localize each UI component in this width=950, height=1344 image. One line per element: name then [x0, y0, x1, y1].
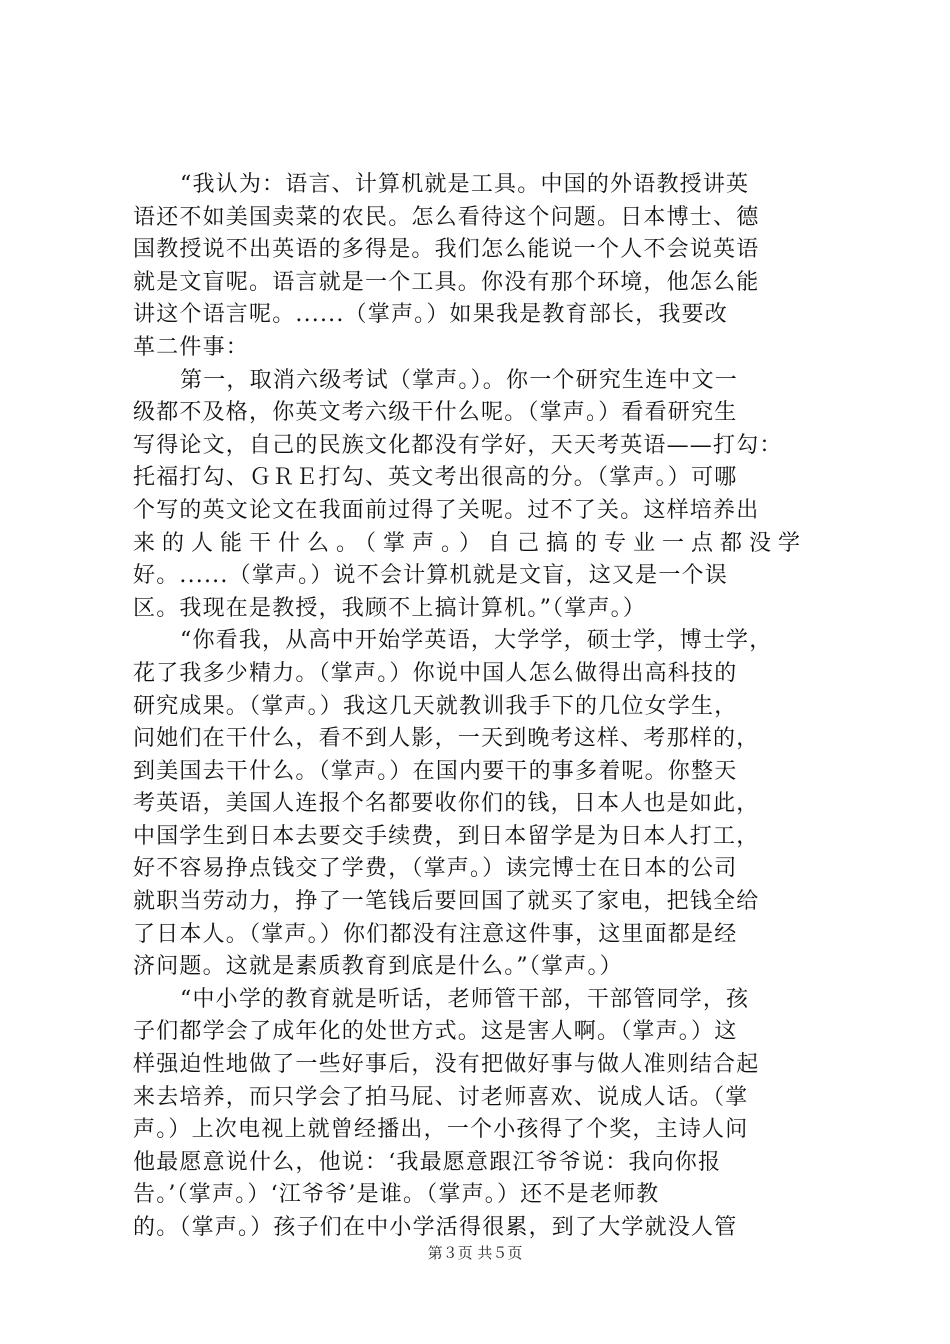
text-line: 就是文盲呢。语言就是一个工具。你没有那个环境，他怎么能 [133, 269, 760, 295]
text-line: 样强迫性地做了一些好事后，没有把做好事与做人准则结合起 [133, 1052, 760, 1078]
text-line: 写得论文，自己的民族文化都没有学好，天天考英语——打勾： [133, 432, 783, 458]
text-line: 讲这个语言呢。......（掌声。）如果我是教育部长，我要改 [133, 302, 728, 328]
text-line: 声。）上次电视上就曾经播出，一个小孩得了个奖，主诗人问 [133, 1117, 749, 1143]
text-line: “我认为：语言、计算机就是工具。中国的外语教授讲英 [180, 172, 750, 197]
page-footer [0, 1242, 950, 1263]
body-text [133, 169, 833, 1245]
text-line: “你看我，从高中开始学英语，大学学，硕士学，博士学， [180, 628, 773, 654]
text-line: 问她们在干什么，看不到人影，一天到晚考这样、考那样的， [133, 726, 760, 752]
text-line: 好不容易挣点钱交了学费，（掌声。）读完博士在日本的公司 [133, 856, 738, 882]
text-line: 济问题。这就是素质教育到底是什么。”（掌声。） [133, 954, 623, 980]
text-line: 子们都学会了成年化的处世方式。这是害人啊。（掌声。）这 [133, 1019, 738, 1045]
text-line: 到美国去干什么。（掌声。）在国内要干的事多着呢。你整天 [133, 758, 738, 784]
text-line: 国教授说不出英语的多得是。我们怎么能说一个人不会说英语 [133, 237, 760, 263]
text-line: 级都不及格，你英文考六级干什么呢。（掌声。）看看研究生 [133, 400, 738, 426]
text-line: 他最愿意说什么，他说：‘我最愿意跟江爷爷说：我向你报 [133, 1149, 722, 1175]
text-line: 区。我现在是教授，我顾不上搞计算机。”（掌声。） [133, 595, 647, 621]
text-line: “中小学的教育就是听话，老师管干部，干部管同学，孩 [180, 986, 750, 1012]
text-line: 告。’（掌声。）‘江爷爷’是谁。（掌声。）还不是老师教 [133, 1182, 660, 1208]
text-line: 就职当劳动力，挣了一笔钱后要回国了就买了家电，把钱全给 [133, 889, 760, 915]
text-line: 托福打勾、ＧＲＥ打勾、英文考出很高的分。（掌声。）可哪 [133, 465, 738, 491]
text-line: 中国学生到日本去要交手续费，到日本留学是为日本人打工， [133, 823, 760, 849]
text-line: 考英语，美国人连报个名都要收你们的钱，日本人也是如此， [133, 791, 760, 817]
text-line: 第一，取消六级考试（掌声。）。你一个研究生连中文一 [180, 367, 739, 393]
page-number-label: 第３页 共５页 [427, 1244, 523, 1262]
text-line: 来去培养，而只学会了拍马屁、讨老师喜欢、说成人话。（掌 [133, 1084, 749, 1110]
text-line: 花了我多少精力。（掌声。）你说中国人怎么做得出高科技的 [133, 660, 738, 686]
text-line: 来的人能干什么。（掌声。）自己搞的专业一点都没学 [133, 530, 808, 556]
text-line: 语还不如美国卖菜的农民。怎么看待这个问题。日本博士、德 [133, 204, 760, 230]
text-line: 研究成果。（掌声。）我这几天就教训我手下的几位女学生， [133, 693, 738, 719]
text-line: 了日本人。（掌声。）你们都没有注意这件事，这里面都是经 [133, 921, 738, 947]
text-line: 革二件事： [133, 334, 250, 360]
text-line: 好。......（掌声。）说不会计算机就是文盲，这又是一个误 [133, 563, 728, 589]
text-line: 个写的英文论文在我面前过得了关呢。过不了关。这样培养出 [133, 497, 760, 523]
text-line: 的。（掌声。）孩子们在中小学活得很累，到了大学就没人管 [133, 1215, 738, 1240]
